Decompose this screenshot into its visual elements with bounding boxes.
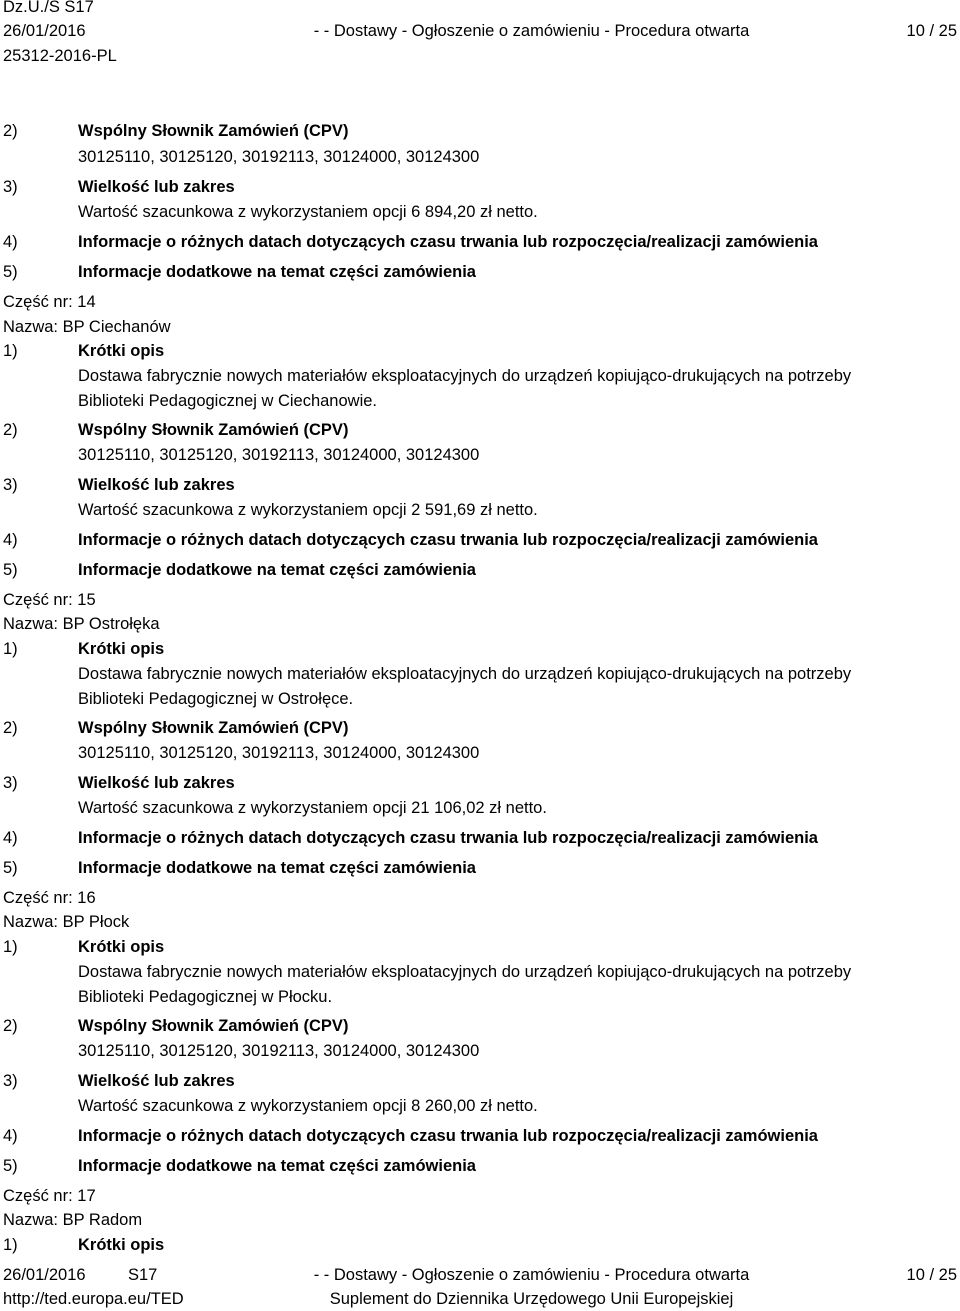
header-date: 26/01/2016 bbox=[3, 22, 86, 40]
part-number: Część nr: 14 bbox=[3, 293, 96, 311]
cpv-number: 2) bbox=[3, 122, 18, 140]
dates-number: 4) bbox=[3, 531, 18, 549]
footer-supplement: Suplement do Dziennika Urzędowego Unii Europejskiej bbox=[329, 1290, 734, 1308]
extra-info-number: 5) bbox=[3, 1157, 18, 1175]
description-number: 1) bbox=[3, 342, 18, 360]
cpv-codes: 30125110, 30125120, 30192113, 30124000, 30124300 bbox=[78, 1042, 480, 1060]
scope-heading: Wielkość lub zakres bbox=[78, 774, 235, 792]
cpv-codes: 30125110, 30125120, 30192113, 30124000, 30124300 bbox=[78, 446, 480, 464]
dates-heading: Informacje o różnych datach dotyczących czasu trwania lub rozpoczęcia/realizacji zamówienia bbox=[78, 233, 818, 251]
extra-info-number: 5) bbox=[3, 263, 18, 281]
description-text-cont: Biblioteki Pedagogicznej w Ostrołęce. bbox=[78, 690, 354, 708]
cpv-heading: Wspólny Słownik Zamówień (CPV) bbox=[78, 421, 349, 439]
footer-url-link[interactable]: http://ted.europa.eu/TED bbox=[3, 1290, 184, 1308]
footer-series: S17 bbox=[128, 1266, 158, 1284]
cpv-heading: Wspólny Słownik Zamówień (CPV) bbox=[78, 1017, 349, 1035]
scope-heading: Wielkość lub zakres bbox=[78, 178, 235, 196]
dates-number: 4) bbox=[3, 1127, 18, 1145]
footer-date: 26/01/2016 bbox=[3, 1266, 86, 1284]
doc-reference: Dz.U./S S17 bbox=[3, 0, 94, 16]
extra-info-number: 5) bbox=[3, 859, 18, 877]
part-name: Nazwa: BP Radom bbox=[3, 1211, 143, 1229]
description-text-cont: Biblioteki Pedagogicznej w Ciechanowie. bbox=[78, 392, 378, 410]
header-title: - - Dostawy - Ogłoszenie o zamówieniu - Procedura otwarta bbox=[313, 22, 750, 40]
description-number: 1) bbox=[3, 640, 18, 658]
estimated-value: Wartość szacunkowa z wykorzystaniem opcji 2 591,69 zł netto. bbox=[78, 501, 538, 519]
scope-heading: Wielkość lub zakres bbox=[78, 476, 235, 494]
dates-heading: Informacje o różnych datach dotyczących czasu trwania lub rozpoczęcia/realizacji zamówienia bbox=[78, 531, 818, 549]
part-number: Część nr: 17 bbox=[3, 1187, 96, 1205]
document-id: 25312-2016-PL bbox=[3, 47, 117, 65]
footer-title: - - Dostawy - Ogłoszenie o zamówieniu - Procedura otwarta bbox=[313, 1266, 750, 1284]
description-heading: Krótki opis bbox=[78, 640, 165, 658]
scope-heading: Wielkość lub zakres bbox=[78, 1072, 235, 1090]
cpv-number: 2) bbox=[3, 1017, 18, 1035]
dates-heading: Informacje o różnych datach dotyczących czasu trwania lub rozpoczęcia/realizacji zamówienia bbox=[78, 829, 818, 847]
dates-number: 4) bbox=[3, 829, 18, 847]
dates-heading: Informacje o różnych datach dotyczących czasu trwania lub rozpoczęcia/realizacji zamówienia bbox=[78, 1127, 818, 1145]
cpv-heading: Wspólny Słownik Zamówień (CPV) bbox=[78, 122, 349, 140]
description-text: Dostawa fabrycznie nowych materiałów eksploatacyjnych do urządzeń kopiująco-drukujących na potrzeby bbox=[78, 665, 852, 683]
extra-info-heading: Informacje dodatkowe na temat części zamówienia bbox=[78, 859, 476, 877]
cpv-number: 2) bbox=[3, 719, 18, 737]
scope-number: 3) bbox=[3, 476, 18, 494]
extra-info-number: 5) bbox=[3, 561, 18, 579]
part-number: Część nr: 16 bbox=[3, 889, 96, 907]
description-number: 1) bbox=[3, 938, 18, 956]
part-name: Nazwa: BP Płock bbox=[3, 913, 130, 931]
part-name: Nazwa: BP Ciechanów bbox=[3, 318, 171, 336]
dates-number: 4) bbox=[3, 233, 18, 251]
part-number: Część nr: 15 bbox=[3, 591, 96, 609]
description-text: Dostawa fabrycznie nowych materiałów eksploatacyjnych do urządzeń kopiująco-drukujących na potrzeby bbox=[78, 963, 852, 981]
description-heading: Krótki opis bbox=[78, 342, 165, 360]
scope-number: 3) bbox=[3, 178, 18, 196]
extra-info-heading: Informacje dodatkowe na temat części zamówienia bbox=[78, 561, 476, 579]
description-text-cont: Biblioteki Pedagogicznej w Płocku. bbox=[78, 988, 333, 1006]
cpv-heading: Wspólny Słownik Zamówień (CPV) bbox=[78, 719, 349, 737]
footer-page-number: 10 / 25 bbox=[906, 1266, 957, 1284]
estimated-value: Wartość szacunkowa z wykorzystaniem opcji 21 106,02 zł netto. bbox=[78, 799, 547, 817]
estimated-value: Wartość szacunkowa z wykorzystaniem opcji 8 260,00 zł netto. bbox=[78, 1097, 538, 1115]
extra-info-heading: Informacje dodatkowe na temat części zamówienia bbox=[78, 263, 476, 281]
estimated-value: Wartość szacunkowa z wykorzystaniem opcji 6 894,20 zł netto. bbox=[78, 203, 538, 221]
description-number: 1) bbox=[3, 1236, 18, 1254]
part-name: Nazwa: BP Ostrołęka bbox=[3, 615, 160, 633]
description-heading: Krótki opis bbox=[78, 1236, 165, 1254]
cpv-codes: 30125110, 30125120, 30192113, 30124000, 30124300 bbox=[78, 744, 480, 762]
cpv-number: 2) bbox=[3, 421, 18, 439]
header-page-number: 10 / 25 bbox=[906, 22, 957, 40]
scope-number: 3) bbox=[3, 1072, 18, 1090]
extra-info-heading: Informacje dodatkowe na temat części zamówienia bbox=[78, 1157, 476, 1175]
scope-number: 3) bbox=[3, 774, 18, 792]
cpv-codes: 30125110, 30125120, 30192113, 30124000, 30124300 bbox=[78, 148, 480, 166]
description-text: Dostawa fabrycznie nowych materiałów eksploatacyjnych do urządzeń kopiująco-drukujących na potrzeby bbox=[78, 367, 852, 385]
description-heading: Krótki opis bbox=[78, 938, 165, 956]
